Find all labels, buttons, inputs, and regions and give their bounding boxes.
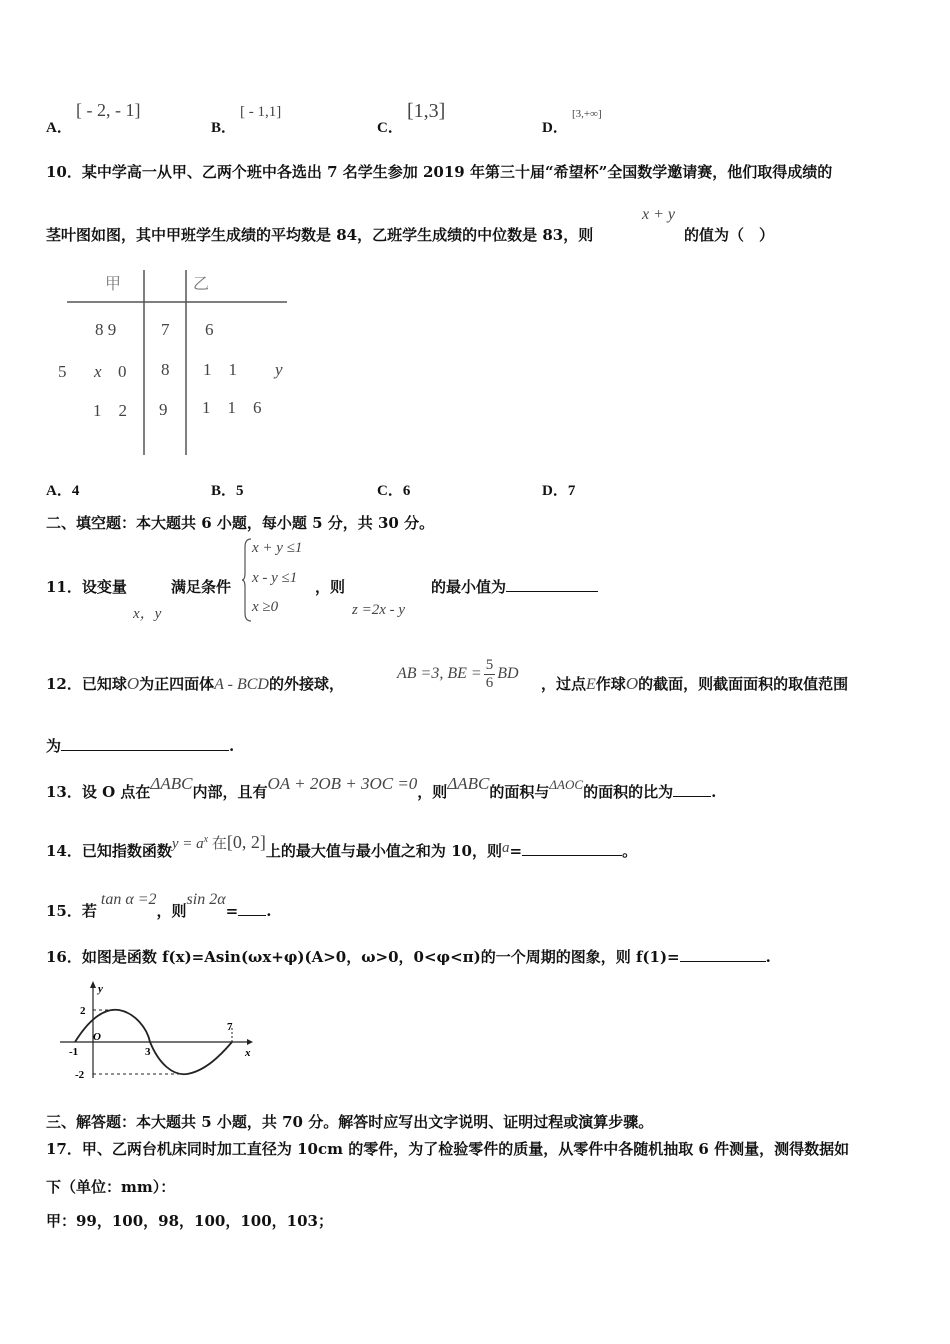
q11-constraint-3: x ≥0	[252, 599, 279, 615]
header-jia: 甲	[105, 276, 122, 293]
q12-line1-end: ，过点E作球O的截面，则截面面积的取值范围	[541, 674, 849, 693]
stem-leaf-lines	[55, 265, 295, 460]
row2-right-var: y	[275, 360, 283, 379]
row2-left-leaf: 0	[118, 362, 127, 381]
row3-left-leaves: 1 2	[93, 401, 127, 420]
row2-left-extra: 5	[58, 362, 67, 381]
q11-constraint-2: x - y ≤1	[252, 570, 298, 586]
row2-left-var: x	[94, 362, 102, 381]
row2-stem: 8	[161, 360, 170, 379]
q16-graph	[55, 978, 255, 1088]
q10-option-c: C．6	[377, 483, 411, 499]
q10-expr: x + y	[642, 206, 675, 223]
graph-tick-3: 3	[145, 1046, 151, 1058]
graph-x-label: x	[245, 1047, 251, 1059]
q9-option-b-value: [ - 1,1]	[240, 104, 282, 120]
section2-heading: 二、填空题：本大题共 6 小题，每小题 5 分，共 30 分。	[46, 514, 435, 532]
q12-condition: AB =3, BE = $\frac{5}{6}$ BD	[397, 657, 519, 691]
q11-z: z =2x - y	[352, 602, 406, 618]
header-yi: 乙	[193, 276, 210, 293]
q9-option-c-value: [1,3]	[407, 100, 446, 122]
q10-line1: 10．某中学高一从甲、乙两个班中各选出 7 名学生参加 2019 年第三十届“希望杯”全国数学邀请赛，他们取得成绩的	[46, 163, 833, 181]
q11-mid: 满足条件	[171, 578, 232, 596]
q17-line2: 下（单位：mm）：	[46, 1178, 176, 1196]
graph-tick-7: 7	[227, 1021, 233, 1033]
stem-leaf-diagram	[55, 265, 295, 460]
q12-line2: 为 .	[46, 737, 235, 755]
row3-right-leaves: 1 1 6	[202, 398, 262, 417]
q17-line3: 甲：99，100，98，100，100，103；	[46, 1212, 333, 1230]
graph-y-label: y	[98, 983, 103, 995]
q11-then: ，则	[315, 578, 346, 596]
section3-heading: 三、解答题：本大题共 5 小题，共 70 分。解答时应写出文字说明、证明过程或演算步骤。	[46, 1113, 654, 1131]
q11-vars: x，y	[133, 606, 162, 622]
q12-line1: 12．已知球O为正四面体A - BCD的外接球，	[46, 674, 344, 693]
row1-left-leaves: 8 9	[95, 320, 117, 339]
q17-line1: 17．甲、乙两台机床同时加工直径为 10cm 的零件，为了检验零件的质量，从零件中各随机抽取 6 件测量，测得数据如	[46, 1140, 850, 1158]
q9-option-c-label: C．	[377, 120, 403, 136]
q9-option-a-value: [ - 2, - 1]	[76, 100, 141, 120]
graph-origin-label: O	[93, 1031, 101, 1043]
q13-line: 13．设 O 点在ΔABC内部，且有OA + 2OB + 3OC =0，则ΔABC的面积与ΔAOC的面积的比为 .	[46, 774, 717, 801]
q10-option-b: B．5	[211, 483, 244, 499]
q9-option-d-value: [3,+∞]	[572, 108, 602, 120]
sine-graph-svg	[55, 978, 255, 1088]
q10-line2a: 茎叶图如图，其中甲班学生成绩的平均数是 84，乙班学生成绩的中位数是 83，则	[46, 226, 594, 244]
q16-line: 16．如图是函数 f(x)=Asin(ωx+φ)(A>0，ω>0，0<φ<π)的一个周期的图象，则 f(1)= .	[46, 948, 771, 966]
q10-option-a: A．4	[46, 483, 80, 499]
q11-num: 11．设变量	[46, 578, 127, 596]
q9-option-b-label: B．	[211, 120, 237, 136]
q10-line2b: 的值为（ ）	[684, 226, 775, 244]
row1-right-leaves: 6	[205, 320, 214, 339]
q14-line: 14．已知指数函数$y = a^x$ 在[0, 2]上的最大值与最小值之和为 10，则a= 。	[46, 832, 638, 860]
q15-line: 15．若tan α =2，则sin 2α= .	[46, 891, 272, 920]
row2-right-leaves: 1 1	[203, 360, 237, 379]
q9-option-d-label: D．	[542, 120, 568, 136]
q11-tail: 的最小值为	[431, 576, 598, 597]
graph-tick-neg1: -1	[69, 1046, 79, 1058]
q10-option-d: D．7	[542, 483, 576, 499]
row3-stem: 9	[159, 400, 168, 419]
q9-option-a-label: A．	[46, 120, 72, 136]
graph-tick-2: 2	[80, 1005, 86, 1017]
row1-stem: 7	[161, 320, 170, 339]
q11-constraint-1: x + y ≤1	[252, 540, 303, 556]
graph-tick-neg2: -2	[75, 1069, 85, 1081]
